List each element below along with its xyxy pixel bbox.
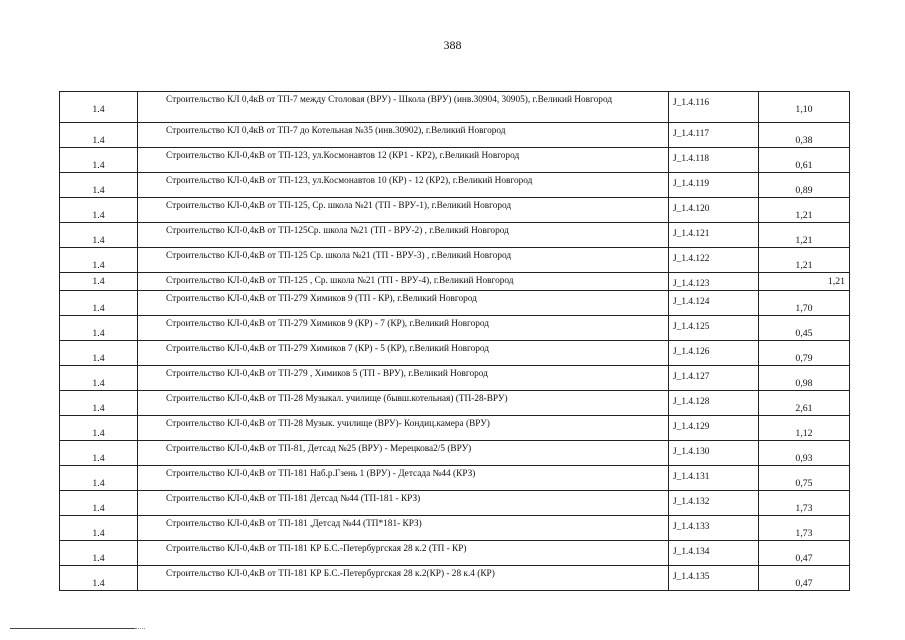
description-cell: Строительство КЛ-0,4кВ от ТП-181 Наб.р.Гзень 1 (ВРУ) - Детсада №44 (КРЗ)	[138, 466, 669, 491]
section-cell: 1.4	[60, 366, 138, 391]
value-cell: 1,12	[759, 416, 850, 441]
footnote-rule-dotted	[135, 628, 145, 629]
code-cell: J_1.4.128	[669, 391, 759, 416]
code-cell: J_1.4.133	[669, 516, 759, 541]
description-cell: Строительство КЛ-0,4кВ от ТП-28 Музык. училище (ВРУ)- Кондиц.камера (ВРУ)	[138, 416, 669, 441]
table-row	[60, 566, 850, 591]
table-row	[60, 291, 850, 316]
description-cell: Строительство КЛ-0,4кВ от ТП-28 Музыкал. училище (бывш.котельная) (ТП-28-ВРУ)	[138, 391, 669, 416]
code-cell: J_1.4.125	[669, 316, 759, 341]
table-row	[60, 391, 850, 416]
code-cell: J_1.4.130	[669, 441, 759, 466]
value-cell: 1,21	[759, 198, 850, 223]
footnote-rule	[10, 628, 135, 629]
section-cell: 1.4	[60, 173, 138, 198]
code-cell: J_1.4.127	[669, 366, 759, 391]
table-row	[60, 341, 850, 366]
code-cell: J_1.4.131	[669, 466, 759, 491]
code-cell: J_1.4.119	[669, 173, 759, 198]
value-cell: 0,61	[759, 148, 850, 173]
section-cell: 1.4	[60, 273, 138, 291]
table-row	[60, 441, 850, 466]
section-cell: 1.4	[60, 148, 138, 173]
section-cell: 1.4	[60, 341, 138, 366]
section-cell: 1.4	[60, 123, 138, 148]
code-cell: J_1.4.118	[669, 148, 759, 173]
description-cell: Строительство КЛ-0,4кВ от ТП-125, Ср. школа №21 (ТП - ВРУ-1), г.Великий Новгород	[138, 198, 669, 223]
description-cell: Строительство КЛ-0,4кВ от ТП-279 Химиков 9 (ТП - КР), г.Великий Новгород	[138, 291, 669, 316]
table-row	[60, 316, 850, 341]
description-cell: Строительство КЛ 0,4кВ от ТП-7 между Столовая (ВРУ) - Школа (ВРУ) (инв.30904, 30905), г.Великий Новгород	[138, 92, 669, 123]
description-cell: Строительство КЛ 0,4кВ от ТП-7 до Котельная №35 (инв.30902), г.Великий Новгород	[138, 123, 669, 148]
value-cell: 0,45	[759, 316, 850, 341]
table-row	[60, 123, 850, 148]
table-row	[60, 198, 850, 223]
table-row	[60, 366, 850, 391]
code-cell: J_1.4.123	[669, 273, 759, 291]
code-cell: J_1.4.134	[669, 541, 759, 566]
description-cell: Строительство КЛ-0,4кВ от ТП-181 КР Б.С.-Петербургская 28 к.2(КР) - 28 к.4 (КР)	[138, 566, 669, 591]
projects-table	[59, 91, 850, 591]
description-cell: Строительство КЛ-0,4кВ от ТП-181 Детсад №44 (ТП-181 - КРЗ)	[138, 491, 669, 516]
table-row	[60, 148, 850, 173]
section-cell: 1.4	[60, 198, 138, 223]
table-row	[60, 541, 850, 566]
section-cell: 1.4	[60, 466, 138, 491]
section-cell: 1.4	[60, 391, 138, 416]
value-cell: 0,47	[759, 541, 850, 566]
section-cell: 1.4	[60, 291, 138, 316]
table-row	[60, 223, 850, 248]
value-cell: 1,70	[759, 291, 850, 316]
description-cell: Строительство КЛ-0,4кВ от ТП-279 Химиков 9 (КР) - 7 (КР), г.Великий Новгород	[138, 316, 669, 341]
section-cell: 1.4	[60, 92, 138, 123]
value-cell: 0,47	[759, 566, 850, 591]
value-cell: 0,38	[759, 123, 850, 148]
section-cell: 1.4	[60, 441, 138, 466]
table-row	[60, 273, 850, 291]
section-cell: 1.4	[60, 516, 138, 541]
table-row	[60, 248, 850, 273]
value-cell: 0,93	[759, 441, 850, 466]
section-cell: 1.4	[60, 541, 138, 566]
code-cell: J_1.4.132	[669, 491, 759, 516]
code-cell: J_1.4.121	[669, 223, 759, 248]
section-cell: 1.4	[60, 566, 138, 591]
table-row	[60, 466, 850, 491]
value-cell: 1,73	[759, 516, 850, 541]
value-cell: 0,89	[759, 173, 850, 198]
description-cell: Строительство КЛ-0,4кВ от ТП-181 КР Б.С.-Петербургская 28 к.2 (ТП - КР)	[138, 541, 669, 566]
table-row	[60, 516, 850, 541]
code-cell: J_1.4.120	[669, 198, 759, 223]
value-cell: 0,79	[759, 341, 850, 366]
code-cell: J_1.4.117	[669, 123, 759, 148]
code-cell: J_1.4.122	[669, 248, 759, 273]
code-cell: J_1.4.126	[669, 341, 759, 366]
description-cell: Строительство КЛ-0,4кВ от ТП-81, Детсад №25 (ВРУ) - Мерецкова2/5 (ВРУ)	[138, 441, 669, 466]
value-cell: 0,75	[759, 466, 850, 491]
table-row	[60, 173, 850, 198]
description-cell: Строительство КЛ-0,4кВ от ТП-125 , Ср. школа №21 (ТП - ВРУ-4), г.Великий Новгород	[138, 273, 669, 291]
section-cell: 1.4	[60, 316, 138, 341]
description-cell: Строительство КЛ-0,4кВ от ТП-125 Ср. школа №21 (ТП - ВРУ-3) , г.Великий Новгород	[138, 248, 669, 273]
value-cell: 2,61	[759, 391, 850, 416]
table-row	[60, 491, 850, 516]
page-number: 388	[443, 38, 462, 52]
section-cell: 1.4	[60, 416, 138, 441]
table-row	[60, 92, 850, 123]
section-cell: 1.4	[60, 248, 138, 273]
table-body	[60, 92, 850, 591]
value-cell: 0,98	[759, 366, 850, 391]
code-cell: J_1.4.124	[669, 291, 759, 316]
value-cell: 1,10	[759, 92, 850, 123]
code-cell: J_1.4.129	[669, 416, 759, 441]
code-cell: J_1.4.116	[669, 92, 759, 123]
code-cell: J_1.4.135	[669, 566, 759, 591]
description-cell: Строительство КЛ-0,4кВ от ТП-125Ср. школа №21 (ТП - ВРУ-2) , г.Великий Новгород	[138, 223, 669, 248]
section-cell: 1.4	[60, 223, 138, 248]
value-cell: 1,73	[759, 491, 850, 516]
description-cell: Строительство КЛ-0,4кВ от ТП-181 ,Детсад №44 (ТП*181- КРЗ)	[138, 516, 669, 541]
value-cell: 1,21	[759, 223, 850, 248]
section-cell: 1.4	[60, 491, 138, 516]
table-row	[60, 416, 850, 441]
value-cell: 1,21	[759, 273, 850, 291]
description-cell: Строительство КЛ-0,4кВ от ТП-279 , Химиков 5 (ТП - ВРУ), г.Великий Новгород	[138, 366, 669, 391]
value-cell: 1,21	[759, 248, 850, 273]
description-cell: Строительство КЛ-0,4кВ от ТП-279 Химиков 7 (КР) - 5 (КР), г.Великий Новгород	[138, 341, 669, 366]
description-cell: Строительство КЛ-0,4кВ от ТП-123, ул.Космонавтов 10 (КР) - 12 (КР2), г.Великий Новгород	[138, 173, 669, 198]
description-cell: Строительство КЛ-0,4кВ от ТП-123, ул.Космонавтов 12 (КР1 - КР2), г.Великий Новгород	[138, 148, 669, 173]
